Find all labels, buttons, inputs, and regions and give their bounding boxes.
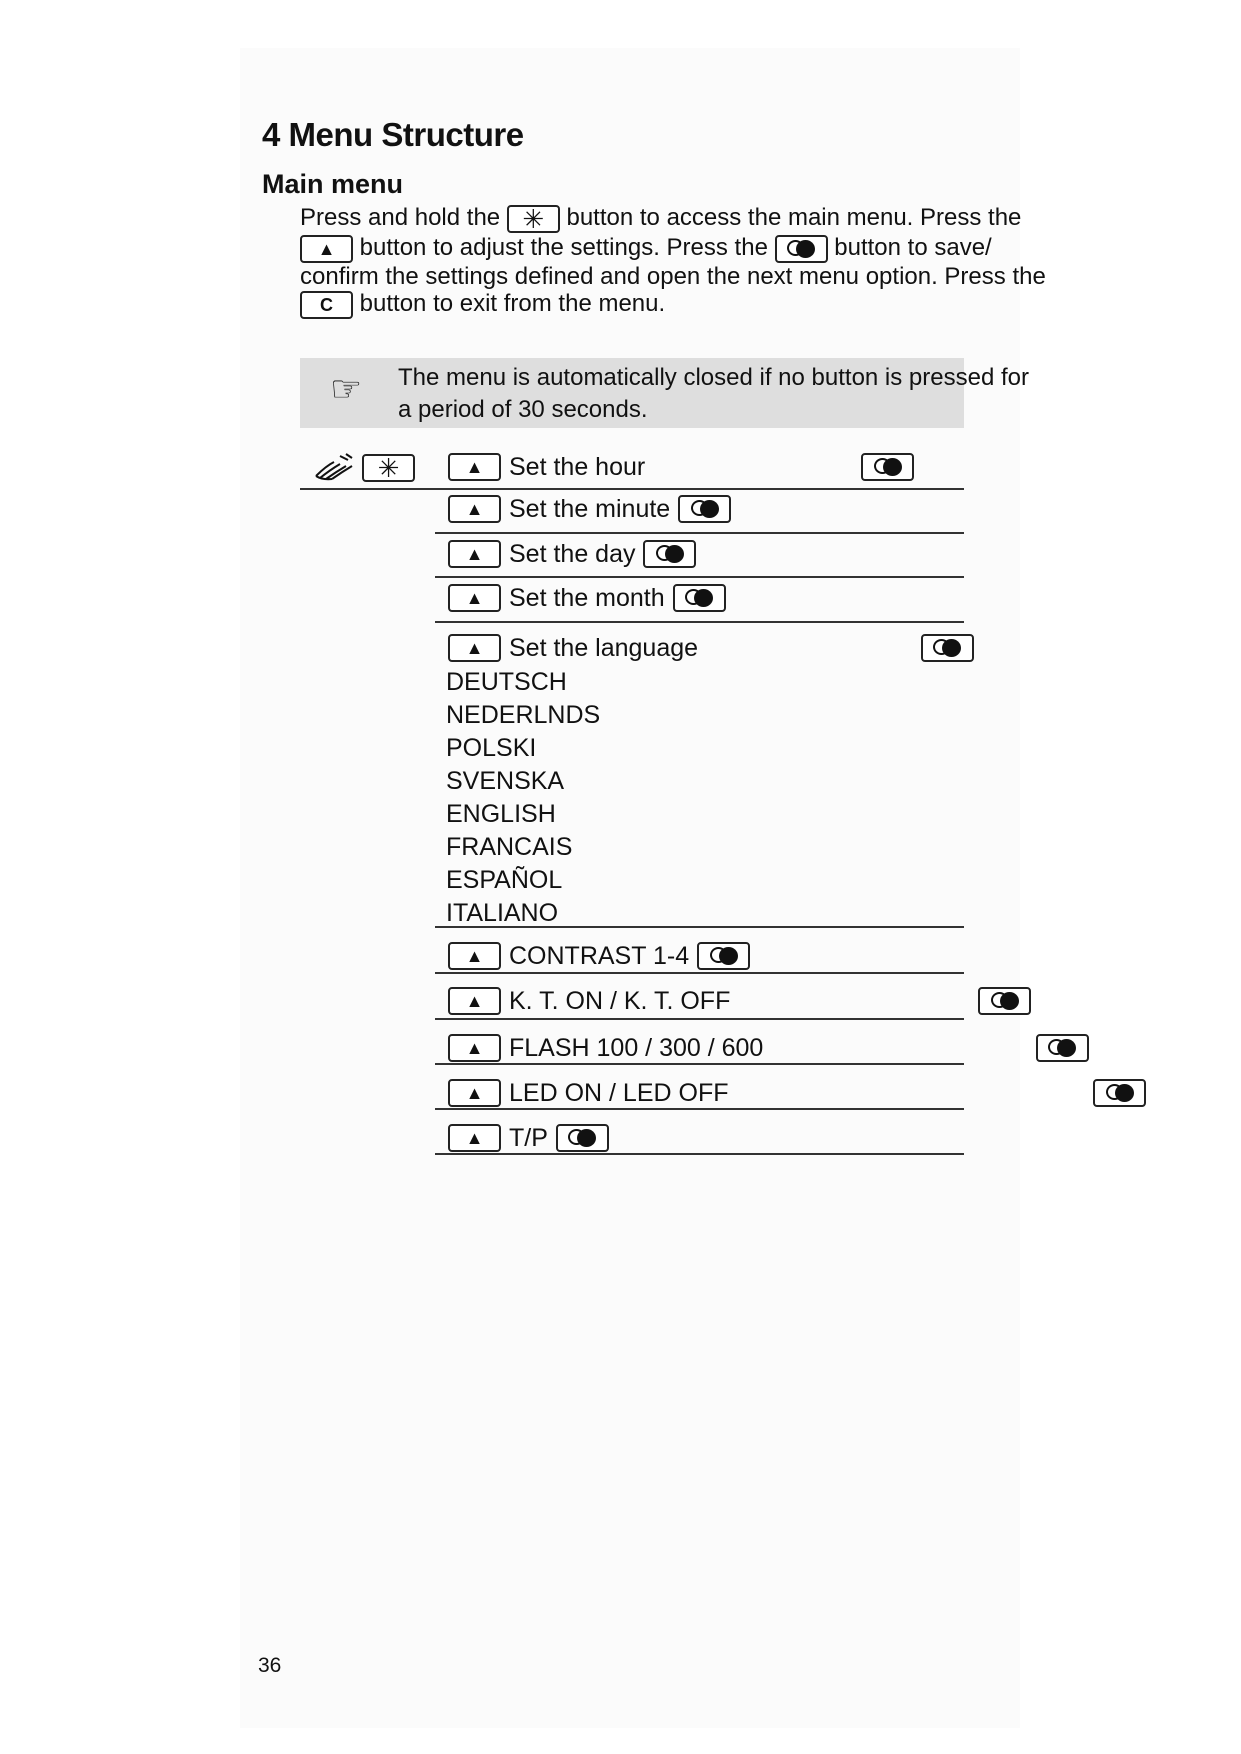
- language-option: ITALIANO: [446, 899, 559, 927]
- menu-row-flash: [448, 1033, 763, 1063]
- menu-item-label: Set the language: [509, 633, 699, 662]
- section-title: Main menu: [262, 169, 404, 199]
- star-glyph: ✳: [522, 203, 545, 234]
- up-glyph: ▲: [465, 1038, 484, 1058]
- table-rule: [300, 488, 964, 490]
- up-glyph: ▲: [465, 499, 484, 519]
- menu-row-minute: [448, 494, 739, 524]
- intro-text: button to exit from the menu.: [359, 290, 666, 317]
- menu-item-label: CONTRAST 1-4: [509, 941, 690, 970]
- table-rule: [435, 532, 964, 534]
- menu-item-label: LED ON / LED OFF: [509, 1078, 729, 1107]
- star-key-icon: [507, 205, 560, 233]
- menu-row-month: [448, 583, 734, 613]
- c-key-icon: [300, 291, 353, 319]
- ok-key-icon: [673, 584, 726, 612]
- up-key-icon: [448, 495, 501, 523]
- intro-text: Press and hold the: [300, 204, 501, 231]
- up-key-icon: [448, 1079, 501, 1107]
- ok-key-icon: [921, 634, 974, 662]
- intro-text: button to access the main menu. Press the: [566, 204, 1022, 231]
- menu-item-label: Set the month: [509, 583, 665, 612]
- table-rule: [435, 1063, 964, 1065]
- c-glyph: C: [320, 294, 333, 315]
- intro-line-3: confirm the settings defined and open the next menu option. Press the: [300, 263, 1046, 290]
- up-key-icon: [448, 540, 501, 568]
- ok-key-icon: [556, 1124, 609, 1152]
- star-glyph: ✳: [377, 453, 400, 483]
- language-option: NEDERLNDS: [446, 701, 601, 729]
- table-rule: [435, 1153, 964, 1155]
- intro-line-2: [300, 233, 992, 263]
- up-key-icon: [448, 584, 501, 612]
- menu-item-label: T/P: [509, 1123, 548, 1152]
- ok-key-icon: [697, 942, 750, 970]
- up-glyph: ▲: [465, 991, 484, 1011]
- ok-key-icon: [1036, 1034, 1089, 1062]
- up-glyph: ▲: [465, 457, 484, 477]
- menu-row-language: [448, 633, 698, 663]
- up-glyph: ▲: [465, 1083, 484, 1103]
- language-option: ENGLISH: [446, 800, 556, 828]
- menu-item-label: Set the minute: [509, 494, 671, 523]
- up-glyph: ▲: [465, 946, 484, 966]
- menu-item-label: FLASH 100 / 300 / 600: [509, 1033, 764, 1062]
- table-rule: [435, 576, 964, 578]
- language-option: ESPAÑOL: [446, 866, 563, 894]
- up-key-icon: [448, 453, 501, 481]
- language-option: SVENSKA: [446, 767, 565, 795]
- ok-key-icon: [643, 540, 696, 568]
- up-key-icon: [300, 235, 353, 263]
- table-rule: [435, 1018, 964, 1020]
- language-option: FRANCAIS: [446, 833, 573, 861]
- note-line-2: a period of 30 seconds.: [398, 396, 648, 423]
- menu-row-day: [448, 539, 704, 569]
- up-key-icon: [448, 1124, 501, 1152]
- table-rule: [435, 972, 964, 974]
- intro-text: button to save/: [834, 234, 992, 261]
- language-option: POLSKI: [446, 734, 537, 762]
- up-glyph: ▲: [465, 544, 484, 564]
- note-line-1: The menu is automatically closed if no button is pressed for: [398, 364, 1029, 391]
- ok-key-icon: [1093, 1079, 1146, 1107]
- page-title: 4 Menu Structure: [262, 116, 524, 153]
- table-rule: [435, 621, 964, 623]
- menu-item-label: K. T. ON / K. T. OFF: [509, 986, 731, 1015]
- up-glyph: ▲: [465, 638, 484, 658]
- menu-row-tp: [448, 1123, 617, 1153]
- note-box: [300, 358, 1029, 428]
- intro-line-4: [300, 289, 665, 319]
- menu-row-hour: [448, 452, 645, 482]
- menu-row-led: [448, 1078, 728, 1108]
- ok-key-icon: [861, 453, 914, 481]
- intro-text: button to adjust the settings. Press the: [359, 234, 768, 261]
- star-key-icon: [362, 454, 415, 482]
- ok-key-icon: [678, 495, 731, 523]
- menu-item-label: Set the hour: [509, 452, 646, 481]
- menu-item-label: Set the day: [509, 539, 636, 568]
- intro-line-1: [300, 203, 1021, 233]
- table-rule: [435, 1108, 964, 1110]
- up-glyph: ▲: [465, 1128, 484, 1148]
- up-key-icon: [448, 634, 501, 662]
- page-number: 36: [258, 1654, 282, 1677]
- menu-row-contrast: [448, 941, 758, 971]
- language-option: DEUTSCH: [446, 668, 567, 696]
- note-text: [398, 362, 1029, 426]
- ok-key-icon: [775, 235, 828, 263]
- press-hold-hand-icon: [312, 452, 354, 482]
- pointing-hand-icon: ☞: [330, 368, 363, 409]
- menu-row-key-tone: [448, 986, 730, 1016]
- up-key-icon: [448, 987, 501, 1015]
- up-glyph: ▲: [317, 238, 336, 259]
- ok-key-icon: [978, 987, 1031, 1015]
- up-key-icon: [448, 1034, 501, 1062]
- up-glyph: ▲: [465, 588, 484, 608]
- up-key-icon: [448, 942, 501, 970]
